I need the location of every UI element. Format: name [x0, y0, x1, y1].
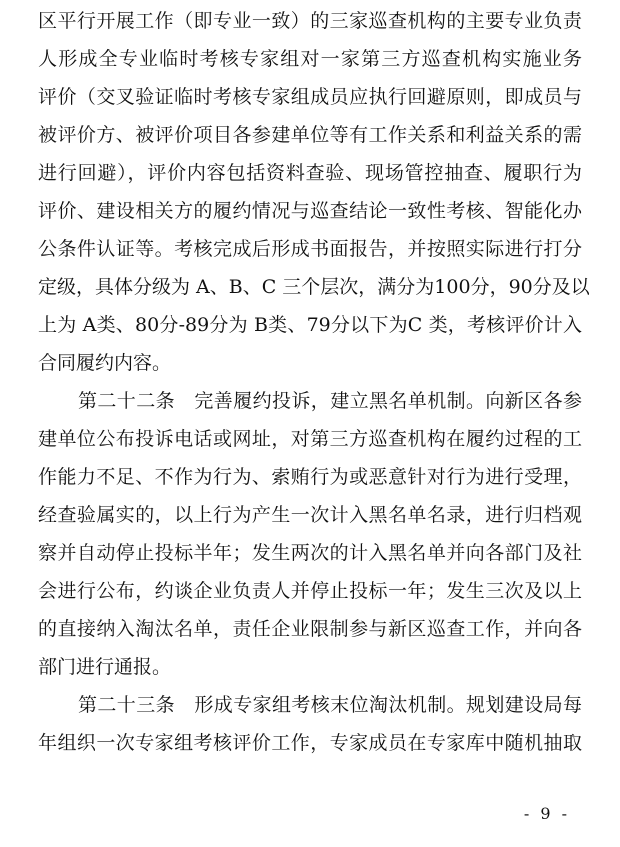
text-line: 建单位公布投诉电话或网址，对第三方巡查机构在履约过程的工 [38, 428, 582, 450]
text-line: 进行回避），评价内容包括资料查验、现场管控抽查、履职行为 [38, 162, 582, 184]
text-line: 定级，具体分级为 A、B、C 三个层次，满分为100分，90分及以 [38, 276, 590, 298]
text-line: 人形成全专业临时考核专家组对一家第三方巡查机构实施业务 [38, 48, 582, 70]
text-line: 年组织一次专家组考核评价工作，专家成员在专家库中随机抽取 [38, 732, 582, 754]
text-line: 部门进行通报。 [38, 656, 172, 678]
article-23-heading-line: 第二十三条 形成专家组考核末位淘汰机制。规划建设局每 [78, 694, 582, 716]
text-line: 合同履约内容。 [38, 352, 172, 374]
text-line: 会进行公布，约谈企业负责人并停止投标一年；发生三次及以上 [38, 580, 582, 602]
text-line: 区平行开展工作（即专业一致）的三家巡查机构的主要专业负责 [38, 10, 582, 32]
text-line: 评价、建设相关方的履约情况与巡查结论一致性考核、智能化办 [38, 200, 582, 222]
text-line: 的直接纳入淘汰名单，责任企业限制参与新区巡查工作，并向各 [38, 618, 582, 640]
text-line: 作能力不足、不作为行为、索贿行为或恶意针对行为进行受理， [38, 466, 582, 488]
text-line: 察并自动停止投标半年；发生两次的计入黑名单并向各部门及社 [38, 542, 582, 564]
article-22-heading-line: 第二十二条 完善履约投诉，建立黑名单机制。向新区各参 [78, 390, 582, 412]
page-number: - 9 - [523, 804, 570, 823]
text-line: 上为 A类、80分-89分为 B类、79分以下为C 类，考核评价计入 [38, 314, 582, 336]
text-line: 经查验属实的，以上行为产生一次计入黑名单名录，进行归档观 [38, 504, 582, 526]
text-line: 评价（交叉验证临时考核专家组成员应执行回避原则，即成员与 [38, 86, 582, 108]
text-line: 被评价方、被评价项目各参建单位等有工作关系和利益关系的需 [38, 124, 582, 146]
text-line: 公条件认证等。考核完成后形成书面报告，并按照实际进行打分 [38, 238, 582, 260]
